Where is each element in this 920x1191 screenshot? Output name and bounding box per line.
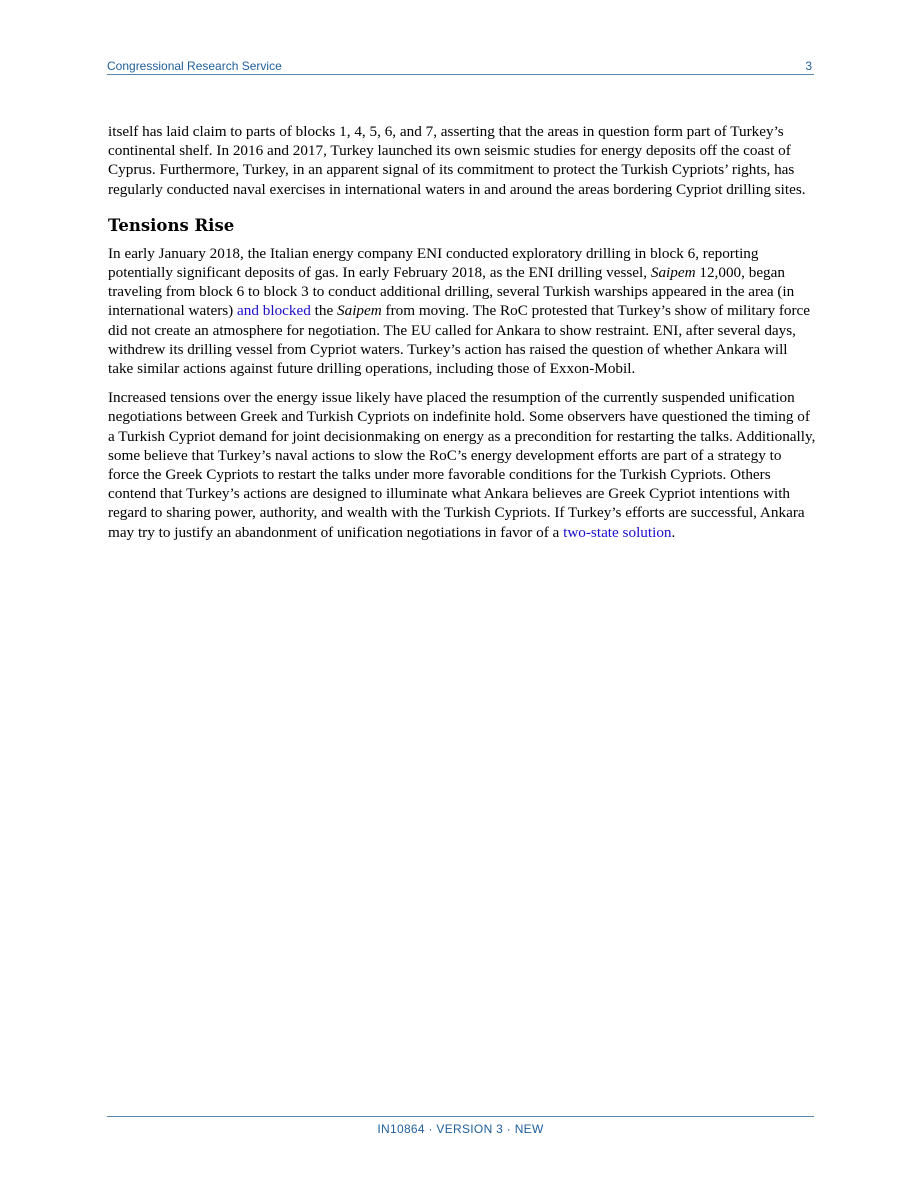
page-header (107, 57, 814, 75)
vessel-name: Saipem (337, 302, 382, 320)
paragraph-text: . (671, 523, 676, 541)
header-title: Congressional Research Service (107, 59, 282, 73)
page-number: 3 (805, 59, 812, 73)
paragraph-text: In early January 2018, the Italian energy company ENI conducted exploratory drilling in block 6, reporting potentially significant deposits of gas. In early February 2018, as the ENI drilling vessel, (108, 244, 759, 282)
document-body (108, 122, 816, 552)
paragraph-text: 12,000, began traveling from block 6 to block 3 to conduct additional drilling, several Turkish warships appeared in the area (in international waters) (108, 264, 795, 320)
paragraph-continuation: itself has laid claim to parts of blocks 1, 4, 5, 6, and 7, asserting that the areas in question form part of Turkey’s continental shelf. In 2016 and 2017, Turkey launched its own seismic studies for energy deposits off the coast of Cyprus. Furthermore, Turkey, in an apparent signal of its commitment to protect the Turkish Cypriots’ rights, has regularly conducted naval exercises in international waters in and around the areas bordering Cypriot drilling sites. (108, 123, 806, 198)
section-heading: Tensions Rise (108, 215, 235, 235)
paragraph-text: from moving. The RoC protested that Turkey’s show of military force did not create an atmosphere for negotiation. The EU called for Ankara to show restraint. ENI, after several days, withdrew its drilling vessel from Cypriot waters. Turkey’s action has raised the question of whether Ankara will take similar actions against future drilling operations, including those of Exxon-Mobil. (108, 302, 811, 378)
paragraph-negotiations (108, 388, 816, 542)
and-blocked-link[interactable]: and blocked (237, 302, 311, 320)
page-footer (107, 1116, 814, 1136)
two-state-solution-link[interactable]: two-state solution (563, 523, 672, 541)
paragraph-text: Increased tensions over the energy issue likely have placed the resumption of the currently suspended unification negotiations between Greek and Turkish Cypriots on indefinite hold. Some observers have questioned the timing of a Turkish Cypriot demand for joint decisionmaking on energy as a precondition for restarting the talks. Additionally, some believe that Turkey’s naval actions to slow the RoC’s energy development efforts are part of a strategy to force the Greek Cypriots to restart the talks under more favorable conditions for the Turkish Cypriots. Others contend that Turkey’s actions are designed to illuminate what Ankara believes are Greek Cypriot intentions with regard to sharing power, authority, and wealth with the Turkish Cypriots. If Turkey’s efforts are successful, Ankara may try to justify an abandonment of unification negotiations in favor of a (108, 389, 816, 541)
paragraph-text: the (310, 302, 338, 320)
footer-label: IN10864 · VERSION 3 · NEW (377, 1122, 544, 1136)
paragraph-tensions (108, 244, 816, 378)
vessel-name: Saipem (650, 264, 696, 282)
